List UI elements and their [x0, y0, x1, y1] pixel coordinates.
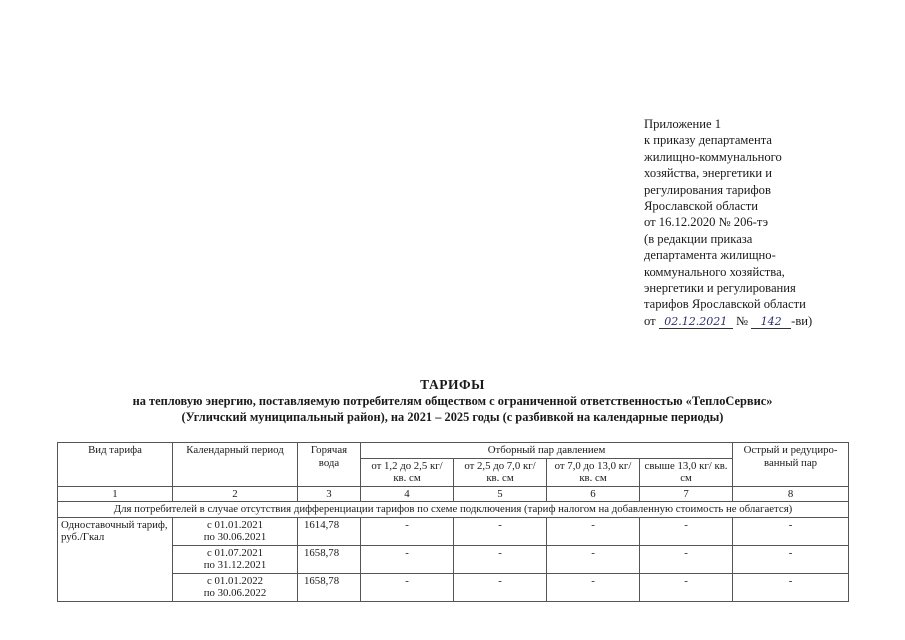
- note-row: [58, 502, 849, 518]
- value-cell: -: [361, 573, 454, 601]
- period-cell: [173, 573, 298, 601]
- period-cell: [173, 517, 298, 545]
- column-number: 4: [361, 486, 454, 502]
- appendix-line: департамента жилищно-: [644, 248, 776, 263]
- appendix-line: регулирования тарифов: [644, 182, 771, 197]
- column-number: 2: [173, 486, 298, 502]
- value-cell: -: [733, 573, 849, 601]
- title-line-2: на тепловую энергию, поставляемую потребителям обществом с ограниченной ответственностью «ТеплоСервис»: [132, 394, 773, 408]
- number-sign: №: [735, 313, 748, 328]
- value-cell: -: [733, 517, 849, 545]
- tariffs-table: [57, 442, 849, 602]
- last-suffix: -ви): [791, 313, 813, 328]
- value-cell: -: [640, 517, 733, 545]
- value-cell: -: [640, 545, 733, 573]
- value-cell: -: [640, 573, 733, 601]
- appendix-line: к приказу департамента: [644, 133, 772, 148]
- period-to: по 30.06.2022: [203, 587, 267, 599]
- value-cell: -: [547, 573, 640, 601]
- period-from: с 01.07.2021: [206, 546, 264, 559]
- appendix-block: [644, 116, 864, 329]
- column-number: 1: [58, 486, 173, 502]
- period-from: с 01.01.2022: [206, 574, 264, 587]
- header-sharp-steam: Острый и редуциро-ванный пар: [733, 443, 849, 487]
- header-steam-col: от 2,5 до 7,0 кг/ кв. см: [454, 458, 547, 486]
- value-cell: -: [361, 517, 454, 545]
- document-title: [0, 377, 905, 425]
- appendix-line: Приложение 1: [644, 117, 722, 131]
- hot-water-value: 1658,78: [298, 545, 361, 573]
- value-cell: -: [547, 517, 640, 545]
- column-number: 7: [640, 486, 733, 502]
- appendix-line: (в редакции приказа: [644, 231, 753, 246]
- note-text: Для потребителей в случае отсутствия дифференциации тарифов по схеме подключения (тариф налогом на добавленную стоимость не облагается): [58, 502, 849, 518]
- column-number: 6: [547, 486, 640, 502]
- value-cell: -: [454, 517, 547, 545]
- value-cell: -: [361, 545, 454, 573]
- table-row: [58, 545, 849, 573]
- value-cell: -: [733, 545, 849, 573]
- period-cell: [173, 545, 298, 573]
- appendix-line: жилищно-коммунального: [644, 149, 782, 164]
- title-heading: ТАРИФЫ: [420, 377, 485, 392]
- period-to: по 30.06.2021: [203, 531, 267, 543]
- column-number: 8: [733, 486, 849, 502]
- appendix-line: энергетики и регулирования: [644, 281, 796, 296]
- value-cell: -: [454, 573, 547, 601]
- appendix-line: Ярославской области: [644, 199, 758, 214]
- column-numbers-row: [58, 486, 849, 502]
- header-hot-water: Горячая вода: [298, 443, 361, 487]
- table-row: [58, 517, 849, 545]
- header-steam-group: Отборный пар давлением: [361, 443, 733, 459]
- header-period: Календарный период: [173, 443, 298, 487]
- hot-water-value: 1658,78: [298, 573, 361, 601]
- appendix-line: коммунального хозяйства,: [644, 264, 785, 279]
- handwritten-number: 142: [751, 315, 791, 329]
- header-steam-col: от 1,2 до 2,5 кг/ кв. см: [361, 458, 454, 486]
- header-tariff-type: Вид тарифа: [58, 443, 173, 487]
- appendix-line: от 16.12.2020 № 206-тэ: [644, 215, 769, 230]
- handwritten-date: 02.12.2021: [659, 315, 733, 329]
- header-steam-col: свыше 13,0 кг/ кв. см: [640, 458, 733, 486]
- period-from: с 01.01.2021: [206, 518, 264, 531]
- last-prefix: от: [644, 313, 656, 328]
- tariff-name: Одноставочный тариф, руб./Гкал: [58, 517, 173, 601]
- appendix-line: тарифов Ярославской области: [644, 297, 806, 312]
- title-line-3: (Угличский муниципальный район), на 2021 – 2025 годы (с разбивкой на календарные периоды): [181, 410, 724, 424]
- column-number: 3: [298, 486, 361, 502]
- header-steam-col: от 7,0 до 13,0 кг/ кв. см: [547, 458, 640, 486]
- header-row: [58, 443, 849, 459]
- period-to: по 31.12.2021: [203, 559, 267, 571]
- table-row: [58, 573, 849, 601]
- appendix-last-line: [644, 313, 864, 329]
- value-cell: -: [454, 545, 547, 573]
- value-cell: -: [547, 545, 640, 573]
- column-number: 5: [454, 486, 547, 502]
- appendix-line: хозяйства, энергетики и: [644, 166, 772, 181]
- hot-water-value: 1614,78: [298, 517, 361, 545]
